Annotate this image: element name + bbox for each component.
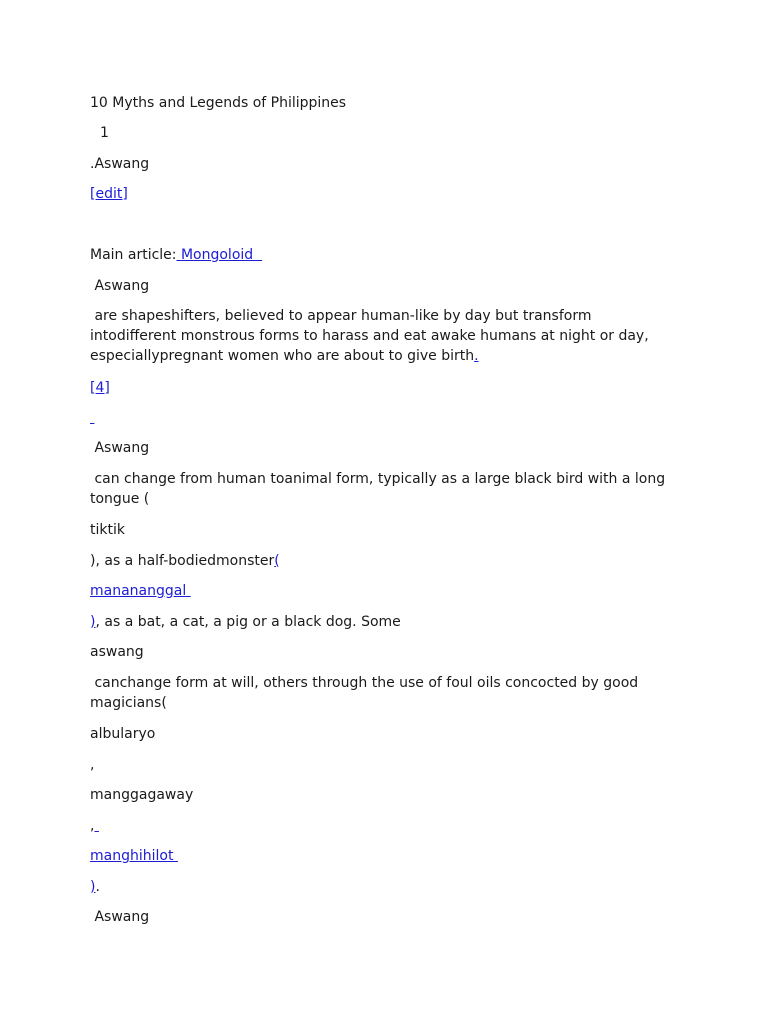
document-title: 10 Myths and Legends of Philippines (90, 95, 347, 111)
comma-1: , (90, 757, 95, 773)
term-manggagaway: manggagaway (90, 787, 194, 803)
half-bodied-line (90, 551, 680, 571)
main-article-link[interactable]: Mongoloid (176, 247, 263, 263)
bat-cat-line (90, 612, 680, 632)
aswang-term-2: Aswang (90, 440, 150, 456)
bat-cat-text: , as a bat, a cat, a pig or a black dog. Some (95, 614, 401, 630)
close-paren-line (90, 877, 680, 897)
edit-link-line (90, 184, 680, 204)
aswang-term-1: Aswang (90, 278, 150, 294)
section-heading: .Aswang (90, 156, 150, 172)
reference-4-link[interactable]: [4] (90, 380, 110, 396)
term-albularyo: albularyo (90, 726, 156, 742)
edit-link[interactable]: [edit] (90, 186, 128, 202)
paren-open-link[interactable]: ( (274, 553, 280, 569)
main-article-label: Main article: (90, 247, 177, 263)
ref-line (90, 378, 680, 398)
paren-close-link[interactable]: ) (90, 614, 96, 630)
manghihilot-link[interactable]: manghihilot (90, 848, 178, 864)
close-paren-link[interactable]: ) (90, 879, 96, 895)
main-article-line (90, 245, 680, 265)
aswang-term-4: Aswang (90, 909, 150, 925)
comma-2-link[interactable] (94, 818, 98, 834)
manananggal-link[interactable]: manananggal (90, 583, 191, 599)
close-dot: . (95, 879, 100, 895)
list-number: 1 (100, 125, 109, 141)
comma-2: , (90, 818, 95, 834)
paragraph-change-form: canchange form at will, others through the use of foul oils concocted by good magicians( (90, 675, 643, 711)
manghihilot-line (90, 846, 680, 866)
paragraph-text: are shapeshifters, believed to appear human-like by day but transform intodifferent monstrous forms to harass and eat awake humans at night or day, especiallypregnant women who are about to give birth (90, 308, 654, 364)
paragraph-shapeshifters (90, 306, 680, 366)
period-link[interactable]: . (474, 348, 479, 364)
stray-link-line (90, 408, 680, 428)
term-tiktik: tiktik (90, 522, 125, 538)
comma-2-line (90, 816, 680, 836)
stray-link[interactable] (90, 410, 94, 426)
half-bodied-text: ), as a half-bodiedmonster (90, 553, 275, 569)
aswang-term-3: aswang (90, 644, 144, 660)
paragraph-animal-form: can change from human toanimal form, typically as a large black bird with a long tongue ( (90, 471, 670, 507)
manananggal-line (90, 581, 680, 601)
